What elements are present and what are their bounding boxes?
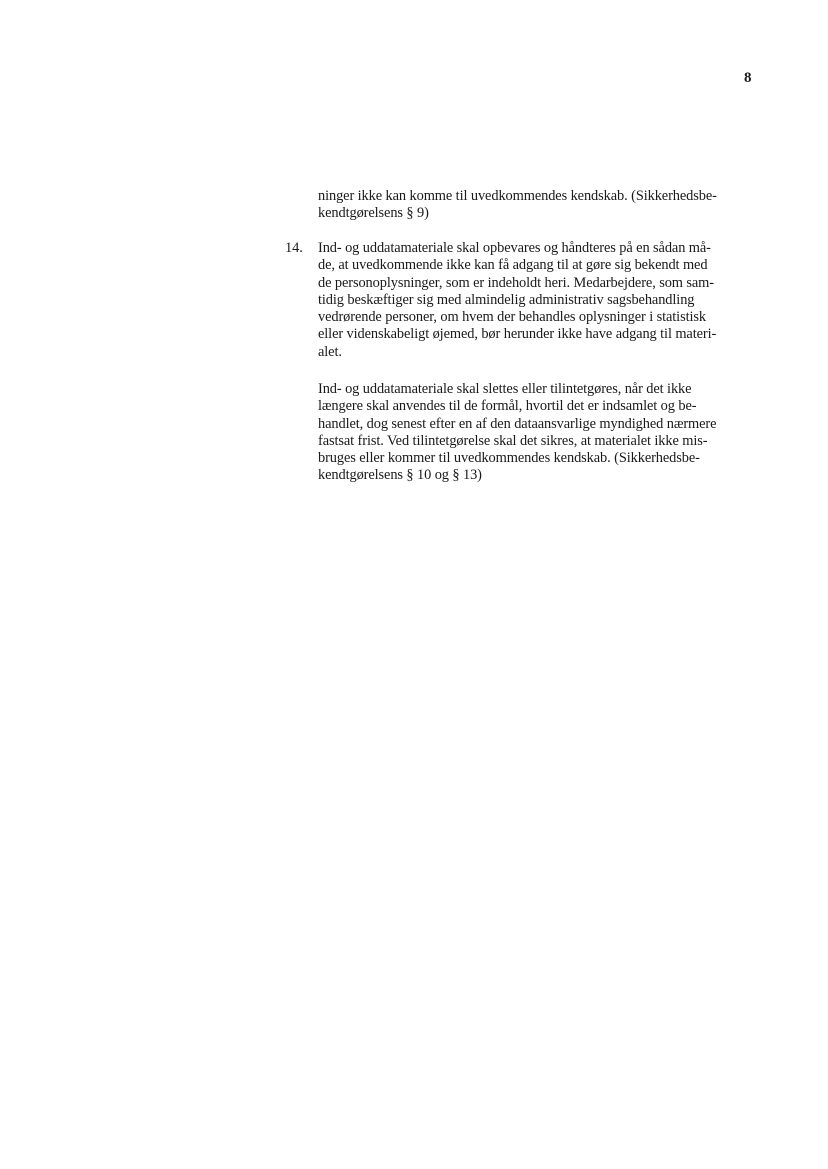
text-line: kendtgørelsens § 9) [318,205,429,222]
text-line: bruges eller kommer til uvedkommendes kendskab. (Sikkerhedsbe- [318,450,700,467]
text-line: kendtgørelsens § 10 og § 13) [318,467,482,484]
text-line: vedrørende personer, om hvem der behandles oplysninger i statistisk [318,309,706,326]
text-line: Ind- og uddatamateriale skal slettes eller tilintetgøres, når det ikke [318,381,692,397]
continuation-paragraph [318,188,758,223]
text-line: eller videnskabeligt øjemed, bør herunder ikke have adgang til materi- [318,326,717,343]
text-line: ninger ikke kan komme til uvedkommendes kendskab. (Sikkerhedsbe- [318,188,717,204]
page-number: 8 [744,70,752,86]
list-item-14-paragraph-1 [285,240,758,361]
text-line: længere skal anvendes til de formål, hvortil det er indsamlet og be- [318,398,697,415]
text-line: de personoplysninger, som er indeholdt heri. Medarbejdere, som sam- [318,274,714,291]
text-line: tidig beskæftiger sig med almindelig administrativ sagsbehandling [318,291,695,308]
text-line: de, at uvedkommende ikke kan få adgang til at gøre sig bekendt med [318,257,708,274]
text-line: fastsat frist. Ved tilintetgørelse skal det sikres, at materialet ikke mis- [318,432,708,449]
text-line: alet. [318,343,342,360]
text-line: Ind- og uddatamateriale skal opbevares og håndteres på en sådan må- [318,240,711,256]
list-item-number: 14. [285,240,303,256]
list-item-14-paragraph-2 [318,381,758,485]
text-line: handlet, dog senest efter en af den dataansvarlige myndighed nærmere [318,415,717,432]
